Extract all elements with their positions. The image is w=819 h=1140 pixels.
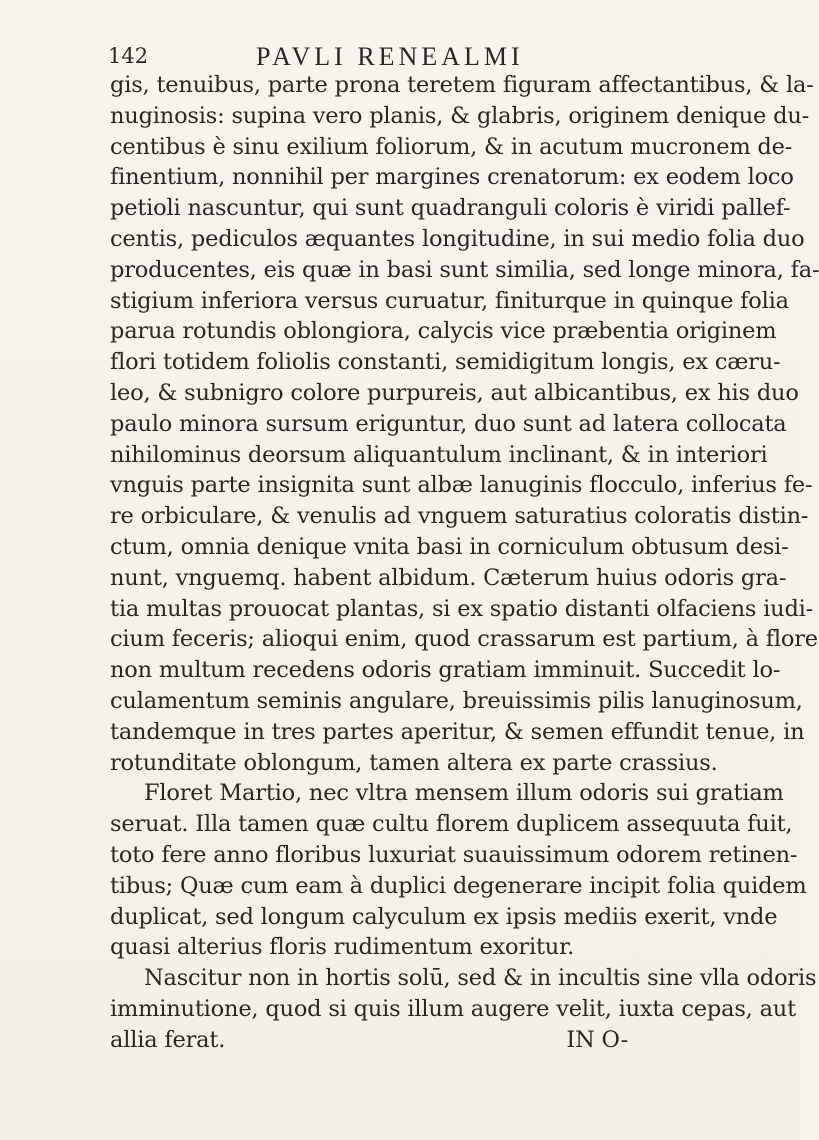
text-line: cium feceris; alioqui enim, quod crassarum est partium, à flore [110, 626, 818, 653]
text-line: finentium, nonnihil per margines crenatorum: ex eodem loco [110, 164, 794, 191]
text-line-content: allia ferat. [110, 1026, 226, 1053]
text-line: parua rotundis oblongiora, calycis vice præbentia originem [110, 318, 777, 345]
body-text [110, 70, 819, 1056]
page-number: 142 [108, 44, 149, 68]
text-line: paulo minora sursum eriguntur, duo sunt ad latera collocata [110, 410, 787, 437]
text-line: duplicat, sed longum calyculum ex ipsis mediis exerit, vnde [110, 903, 778, 930]
text-line: nunt, vnguemq. habent albidum. Cæterum huius odoris gra- [110, 564, 787, 591]
text-line: ctum, omnia denique vnita basi in corniculum obtusum desi- [110, 533, 789, 560]
text-line: culamentum seminis angulare, breuissimis pilis lanuginosum, [110, 687, 803, 714]
catchword: IN O- [566, 1026, 628, 1053]
text-line: vnguis parte insignita sunt albæ lanuginis flocculo, inferius fe- [110, 472, 813, 499]
text-line: rotunditate oblongum, tamen altera ex parte crassius. [110, 749, 718, 776]
text-line: flori totidem foliolis constanti, semidigitum longis, ex cæru- [110, 349, 781, 376]
text-line: nuginosis: supina vero planis, & glabris, originem denique du- [110, 102, 810, 129]
text-line: nihilominus deorsum aliquantulum inclinant, & in interiori [110, 441, 768, 468]
text-line: seruat. Illa tamen quæ cultu florem duplicem assequuta fuit, [110, 811, 793, 838]
text-line: Nascitur non in hortis solū, sed & in incultis sine vlla odoris [144, 965, 817, 992]
page-header [108, 42, 698, 72]
text-line: tia multas prouocat plantas, si ex spatio distanti olfaciens iudi- [110, 595, 814, 622]
text-line: re orbiculare, & venulis ad vnguem saturatius coloratis distin- [110, 503, 809, 530]
text-line: tibus; Quæ cum eam à duplici degenerare incipit folia quidem [110, 872, 807, 899]
text-line: producentes, eis quæ in basi sunt similia, sed longe minora, fa- [110, 256, 819, 283]
running-head: PAVLI RENEALMI [256, 42, 524, 71]
text-line: quasi alterius floris rudimentum exoritur. [110, 934, 575, 961]
text-line: tandemque in tres partes aperitur, & semen effundit tenue, in [110, 718, 805, 745]
text-line: toto fere anno floribus luxuriat suauissimum odorem retinen- [110, 841, 798, 868]
text-line: non multum recedens odoris gratiam imminuit. Succedit lo- [110, 657, 781, 684]
text-line: centis, pediculos æquantes longitudine, in sui medio folia duo [110, 225, 805, 252]
text-line: centibus è sinu exilium foliorum, & in acutum mucronem de- [110, 133, 793, 160]
text-line: leo, & subnigro colore purpureis, aut albicantibus, ex his duo [110, 379, 799, 406]
text-line: Floret Martio, nec vltra mensem illum odoris sui gratiam [144, 780, 784, 807]
text-line: imminutione, quod si quis illum augere velit, iuxta cepas, aut [110, 995, 796, 1022]
text-line [110, 1025, 722, 1056]
text-line: gis, tenuibus, parte prona teretem figuram affectantibus, & la- [110, 72, 814, 98]
text-line: stigium inferiora versus curuatur, finiturque in quinque folia [110, 287, 789, 314]
text-line: petioli nascuntur, qui sunt quadranguli coloris è viridi pallef- [110, 195, 791, 222]
